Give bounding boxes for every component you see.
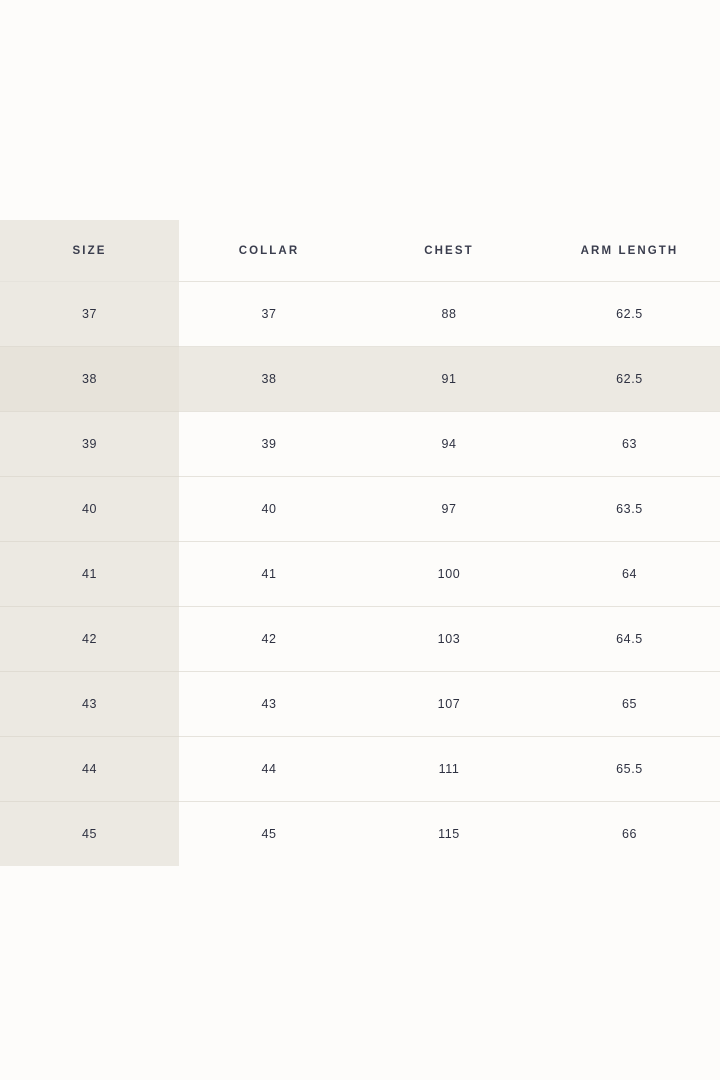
table-row <box>0 347 720 412</box>
table-row <box>0 412 720 477</box>
table-header-row <box>0 220 720 282</box>
cell-chest: 107 <box>359 672 539 737</box>
cell-chest: 111 <box>359 737 539 802</box>
cell-arm-length: 65.5 <box>539 737 720 802</box>
cell-arm-length: 64 <box>539 542 720 607</box>
cell-chest: 94 <box>359 412 539 477</box>
table-row <box>0 607 720 672</box>
cell-collar: 41 <box>179 542 359 607</box>
cell-collar: 45 <box>179 802 359 867</box>
cell-size: 45 <box>0 802 179 867</box>
column-header-arm-length: ARM LENGTH <box>539 220 720 282</box>
cell-arm-length: 64.5 <box>539 607 720 672</box>
size-chart-table <box>0 220 720 866</box>
table-row <box>0 672 720 737</box>
size-chart-container <box>0 220 720 866</box>
cell-size: 41 <box>0 542 179 607</box>
cell-chest: 91 <box>359 347 539 412</box>
cell-collar: 39 <box>179 412 359 477</box>
cell-arm-length: 66 <box>539 802 720 867</box>
cell-collar: 37 <box>179 282 359 347</box>
cell-chest: 100 <box>359 542 539 607</box>
cell-size: 40 <box>0 477 179 542</box>
table-body <box>0 282 720 867</box>
table-row <box>0 282 720 347</box>
column-header-collar: COLLAR <box>179 220 359 282</box>
cell-chest: 103 <box>359 607 539 672</box>
cell-size: 39 <box>0 412 179 477</box>
cell-size: 44 <box>0 737 179 802</box>
cell-chest: 88 <box>359 282 539 347</box>
cell-arm-length: 63 <box>539 412 720 477</box>
cell-collar: 40 <box>179 477 359 542</box>
cell-arm-length: 62.5 <box>539 282 720 347</box>
table-row <box>0 542 720 607</box>
cell-size: 43 <box>0 672 179 737</box>
table-row <box>0 477 720 542</box>
cell-collar: 38 <box>179 347 359 412</box>
table-row <box>0 737 720 802</box>
cell-collar: 43 <box>179 672 359 737</box>
cell-collar: 44 <box>179 737 359 802</box>
cell-arm-length: 65 <box>539 672 720 737</box>
cell-size: 38 <box>0 347 179 412</box>
cell-size: 42 <box>0 607 179 672</box>
cell-size: 37 <box>0 282 179 347</box>
column-header-chest: CHEST <box>359 220 539 282</box>
table-header <box>0 220 720 282</box>
table-row <box>0 802 720 867</box>
column-header-size: SIZE <box>0 220 179 282</box>
cell-collar: 42 <box>179 607 359 672</box>
cell-arm-length: 63.5 <box>539 477 720 542</box>
cell-chest: 97 <box>359 477 539 542</box>
cell-arm-length: 62.5 <box>539 347 720 412</box>
cell-chest: 115 <box>359 802 539 867</box>
